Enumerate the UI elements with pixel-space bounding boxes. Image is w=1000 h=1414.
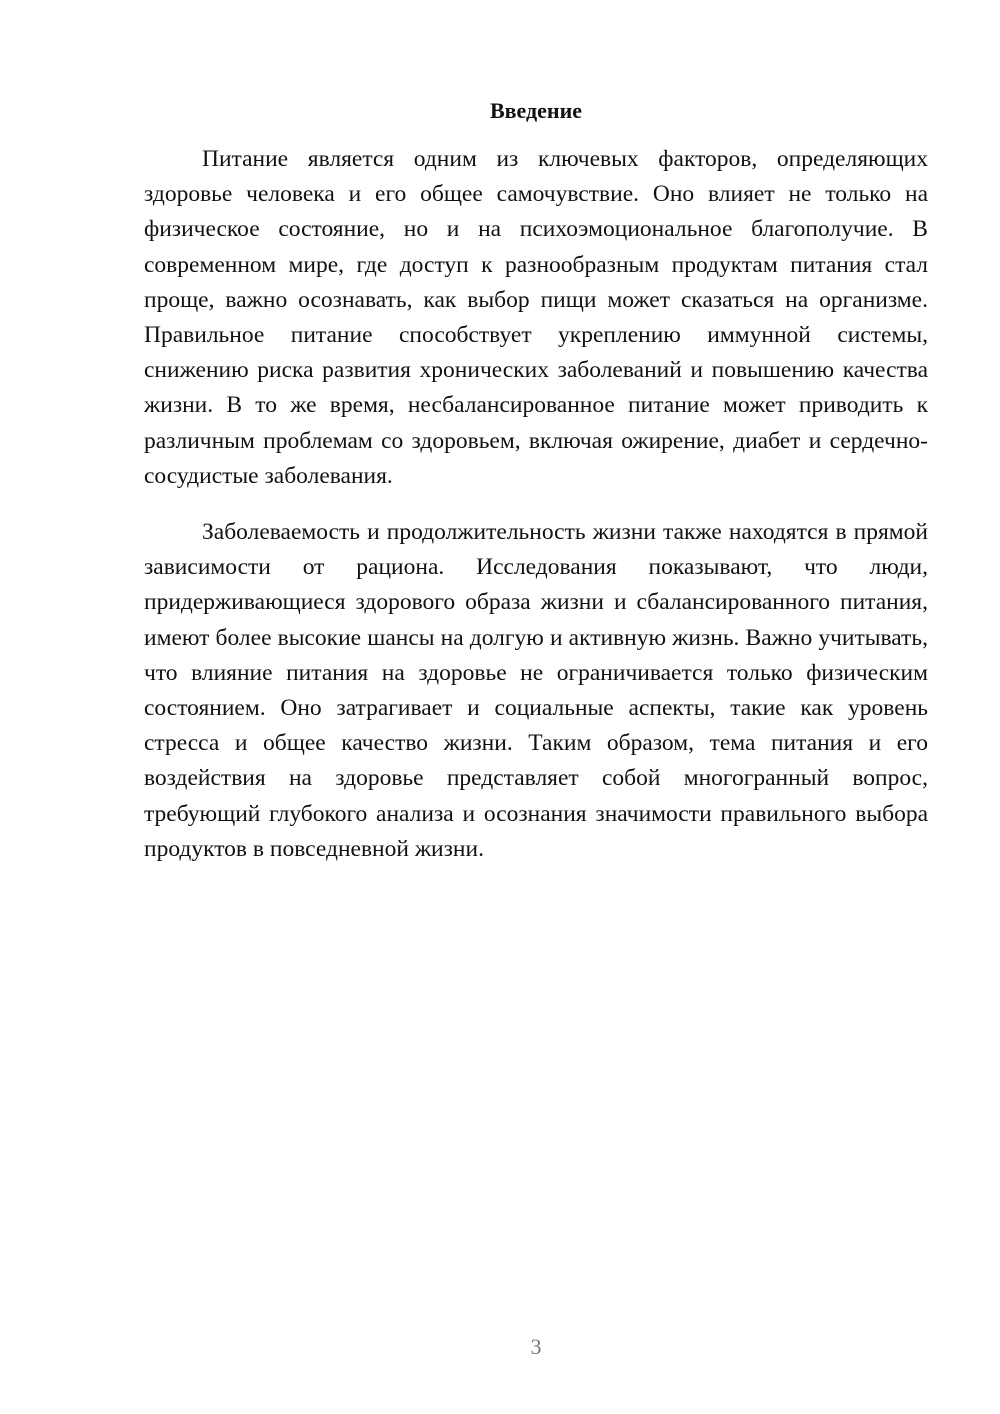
paragraph-1: Питание является одним из ключевых факторов, определяющих здоровье человека и его общее самочувствие. Оно влияет не только на физическое состояние, но и на психоэмоциональное благополучие. В современном мире, где доступ к разнообразным продуктам питания стал проще, важно осознавать, как выбор пищи может сказаться на организме. Правильное питание способствует укреплению иммунной системы, снижению риска развития хронических заболеваний и повышению качества жизни. В то же время, несбалансированное питание может приводить к различным проблемам со здоровьем, включая ожирение, диабет и сердечно-сосудистые заболевания.	[144, 146, 928, 489]
section-heading: Введение	[489, 98, 583, 123]
page-number: 3	[530, 1334, 542, 1359]
paragraph-2: Заболеваемость и продолжительность жизни также находятся в прямой зависимости от рациона. Исследования показывают, что люди, придерживающиеся здорового образа жизни и сбалансированного питания, имеют более высокие шансы на долгую и активную жизнь. Важно учитывать, что влияние питания на здоровье не ограничивается только физическим состоянием. Оно затрагивает и социальные аспекты, такие как уровень стресса и общее качество жизни. Таким образом, тема питания и его воздействия на здоровье представляет собой многогранный вопрос, требующий глубокого анализа и осознания значимости правильного выбора продуктов в повседневной жизни.	[144, 519, 928, 862]
